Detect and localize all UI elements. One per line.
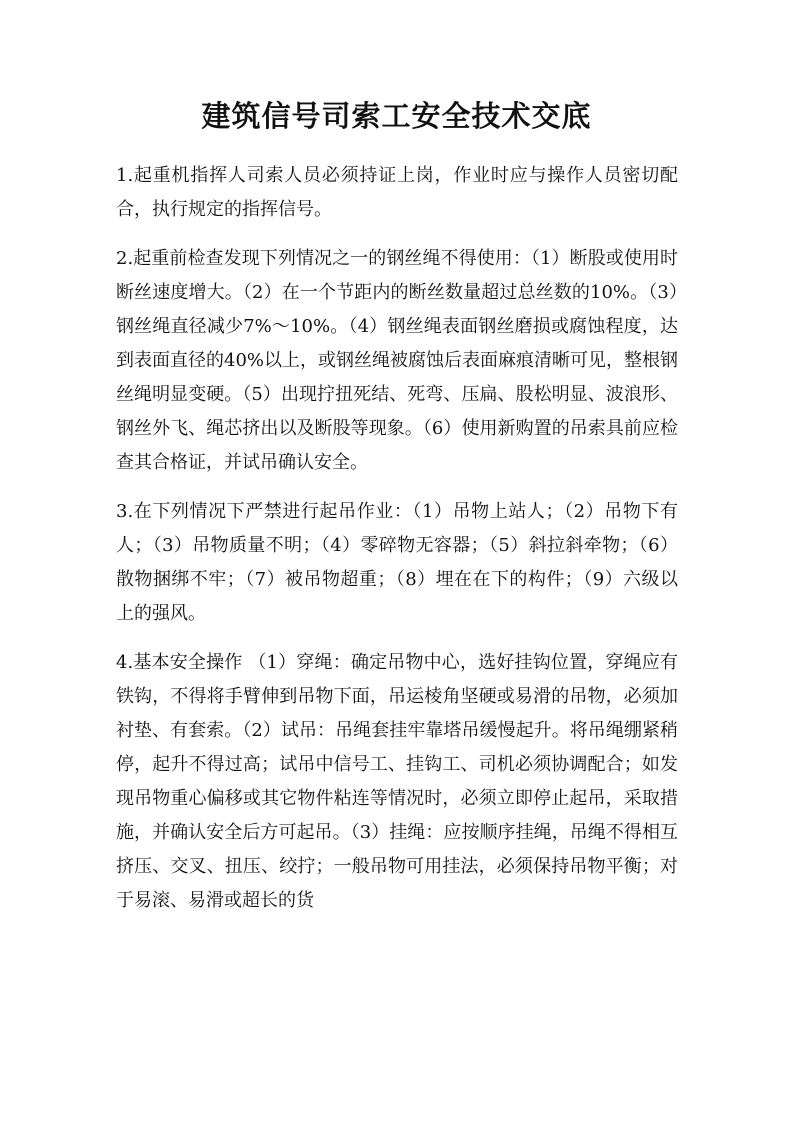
document-title: 建筑信号司索工安全技术交底 [201,99,592,133]
document-body [116,159,678,933]
paragraph-3: 3.在下列情况下严禁进行起吊作业：（1）吊物上站人；（2）吊物下有人；（3）吊物质量不明；（4）零碎物无容器；（5）斜拉斜牵物；（6）散物捆绑不牢；（7）被吊物超重；（8）埋在在下的构件；（9）六级以上的强风。 [116,501,678,624]
paragraph-1: 1.起重机指挥人司索人员必须持证上岗，作业时应与操作人员密切配合，执行规定的指挥信号。 [116,165,678,220]
paragraph-2: 2.起重前检查发现下列情况之一的钢丝绳不得使用：（1）断股或使用时断丝速度增大。（2）在一个节距内的断丝数量超过总丝数的10%。（3）钢丝绳直径减少7%～10%。（4）钢丝绳表面钢丝磨损或腐蚀程度，达到表面直径的40%以上，或钢丝绳被腐蚀后表面麻痕清晰可见，整根钢丝绳明显变硬。（5）出现拧扭死结、死弯、压扁、股松明显、波浪形、钢丝外飞、绳芯挤出以及断股等现象。（6）使用新购置的吊索具前应检查其合格证，并试吊确认安全。 [116,248,679,473]
paragraph-4: 4.基本安全操作 （1）穿绳：确定吊物中心，选好挂钩位置，穿绳应有铁钩，不得将手臂伸到吊物下面，吊运棱角坚硬或易滑的吊物，必须加衬垫、有套索。（2）试吊：吊绳套挂牢靠塔吊缓慢起升。将吊绳绷紧稍停，起升不得过高；试吊中信号工、挂钩工、司机必须协调配合；如发现吊物重心偏移或其它物件粘连等情况时，必须立即停止起吊，采取措施，并确认安全后方可起吊。（3）挂绳：应按顺序挂绳，吊绳不得相互挤压、交叉、扭压、绞拧；一般吊物可用挂法，必须保持吊物平衡；对于易滚、易滑或超长的货 [116,652,678,911]
